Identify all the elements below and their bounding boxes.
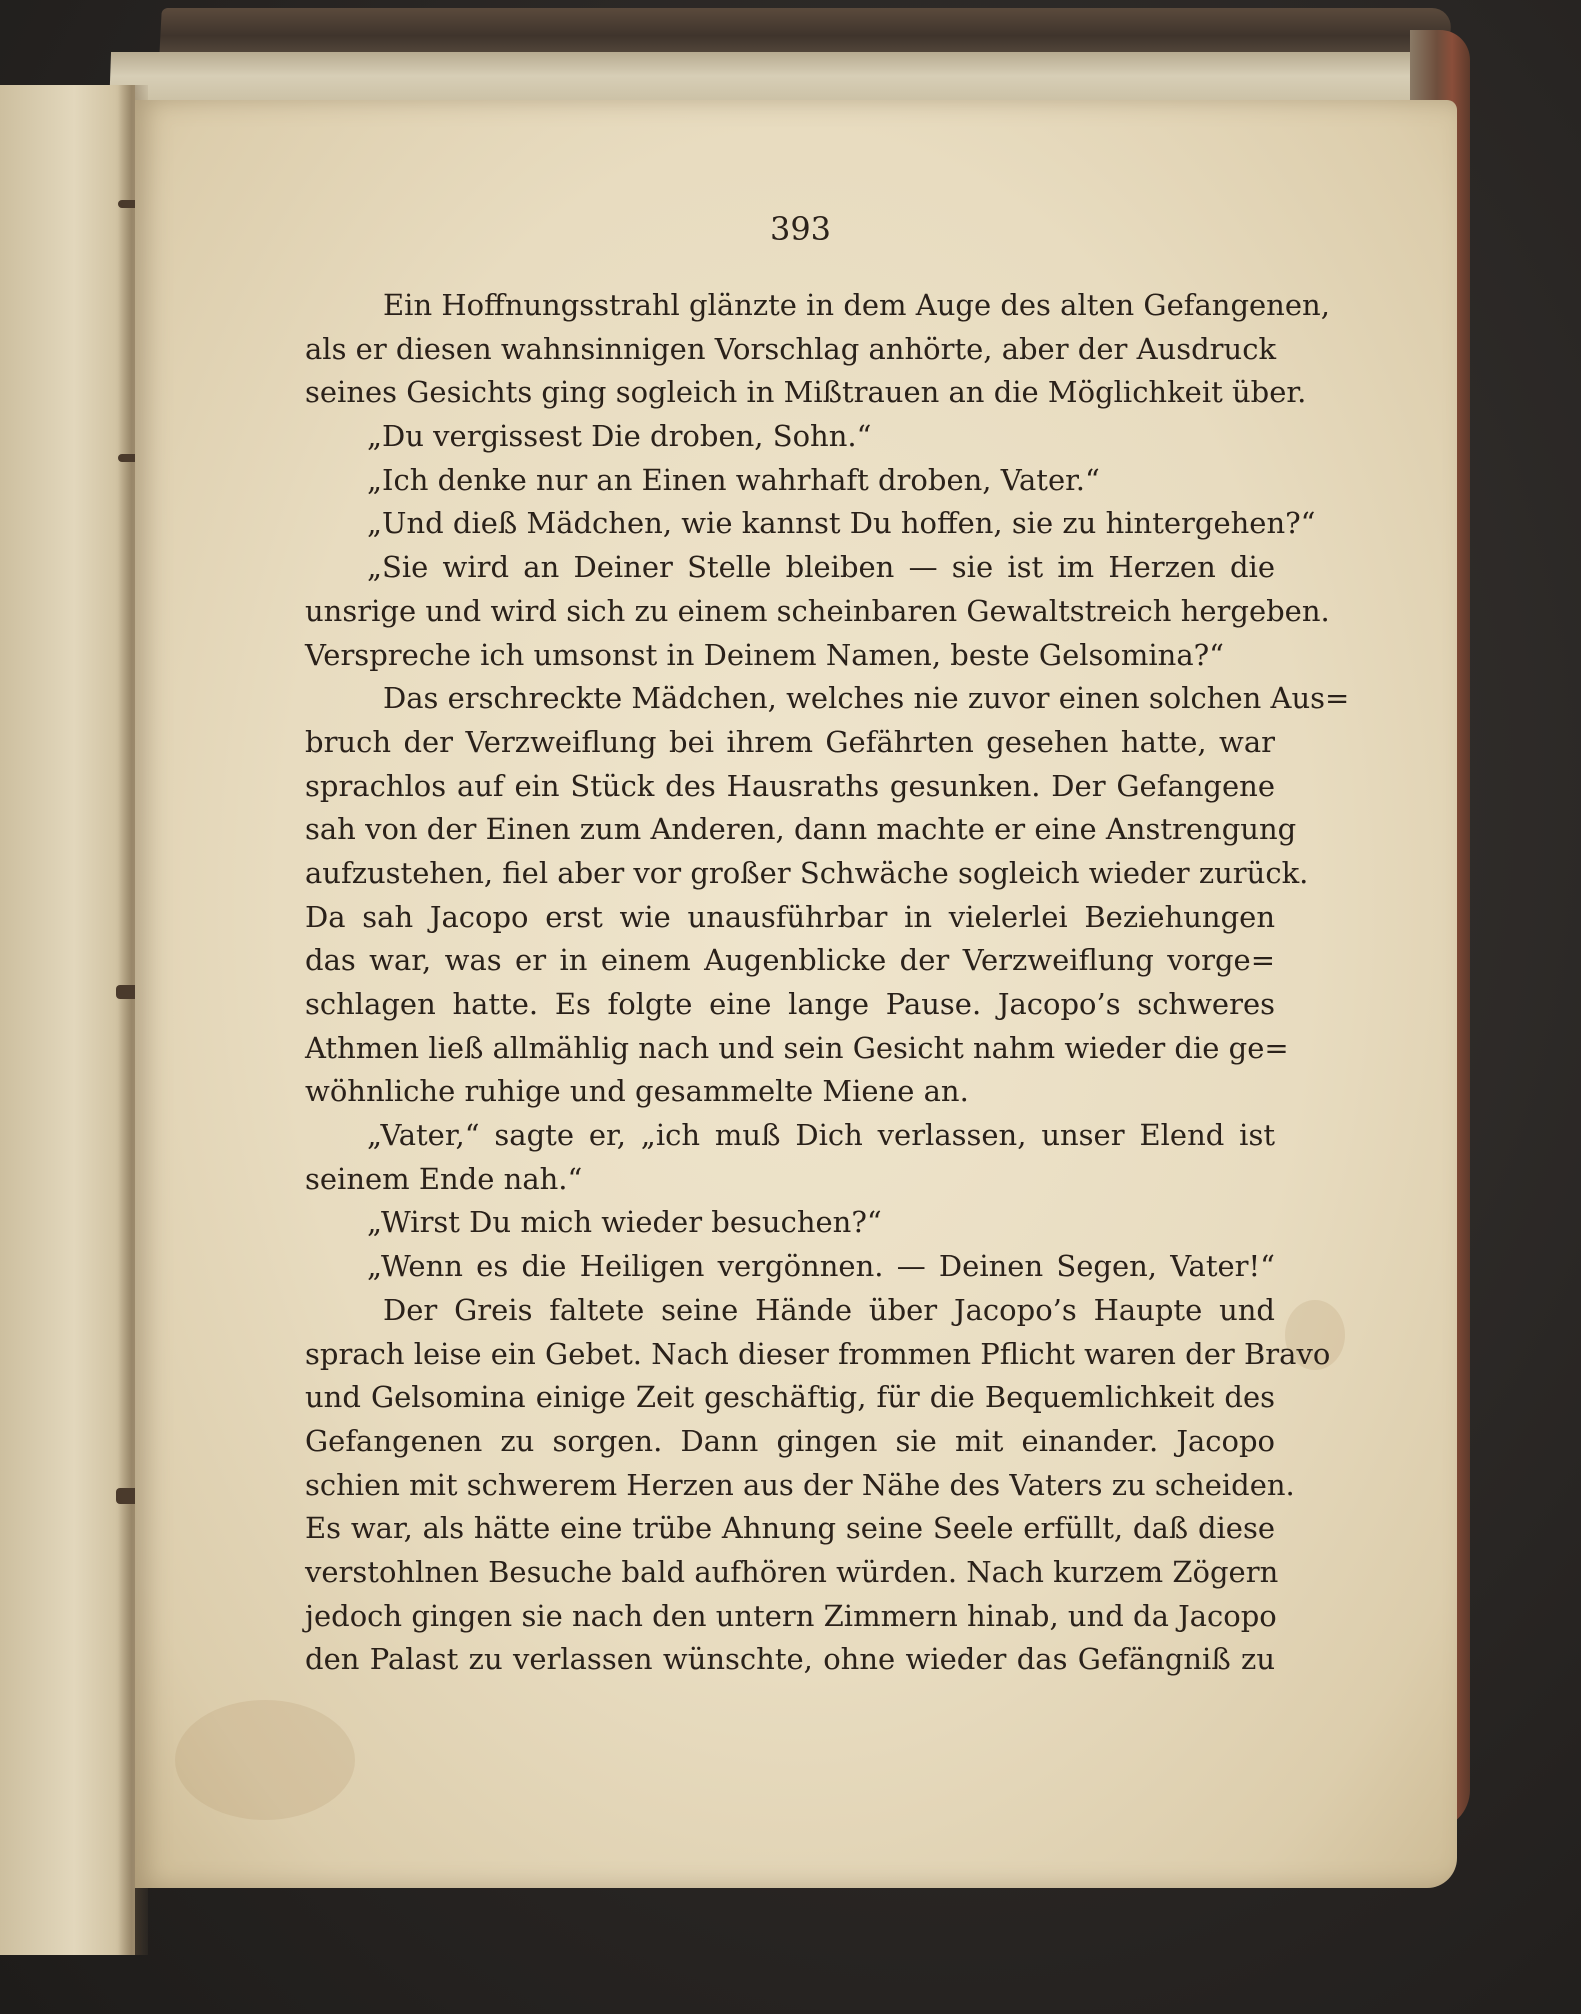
text-line: sprach leise ein Gebet. Nach dieser frommen Pflicht waren der Bravo: [305, 1336, 1331, 1371]
text-line: „Wirst Du mich wieder besuchen?“: [367, 1205, 882, 1240]
text-line: „Sie wird an Deiner Stelle bleiben — sie ist im Herzen die: [367, 550, 1275, 585]
text-line: und Gelsomina einige Zeit geschäftig, für die Bequemlichkeit des: [305, 1380, 1275, 1415]
text-line: Ein Hoffnungsstrahl glänzte in dem Auge des alten Gefangenen,: [383, 288, 1330, 322]
text-line: „Und dieß Mädchen, wie kannst Du hoffen, sie zu hintergehen?“: [367, 506, 1316, 541]
text-line: sah von der Einen zum Anderen, dann machte er eine Anstrengung: [305, 812, 1297, 847]
text-line: Athmen ließ allmählig nach und sein Gesicht nahm wieder die ge=: [305, 1030, 1289, 1065]
text-line: „Wenn es die Heiligen vergönnen. — Deinen Segen, Vater!“: [367, 1249, 1275, 1284]
text-line: unsrige und wird sich zu einem scheinbaren Gewaltstreich hergeben.: [305, 593, 1330, 628]
body-text: [305, 284, 1350, 1682]
text-line: das war, was er in einem Augenblicke der Verzweiflung vorge=: [305, 943, 1275, 978]
text-line: schien mit schwerem Herzen aus der Nähe des Vaters zu scheiden.: [305, 1467, 1295, 1502]
text-line: schlagen hatte. Es folgte eine lange Pause. Jacopo’s schweres: [305, 987, 1275, 1021]
text-line: Da sah Jacopo erst wie unausführbar in vielerlei Beziehungen: [305, 899, 1275, 934]
text-line: Gefangenen zu sorgen. Dann gingen sie mit einander. Jacopo: [305, 1423, 1275, 1458]
text-line: sprachlos auf ein Stück des Hausraths gesunken. Der Gefangene: [305, 768, 1275, 803]
text-line: seines Gesichts ging sogleich in Mißtrauen an die Möglichkeit über.: [305, 375, 1307, 410]
text-line: aufzustehen, fiel aber vor großer Schwäche sogleich wieder zurück.: [305, 855, 1309, 890]
page-stain: [175, 1700, 355, 1820]
text-line: Der Greis faltete seine Hände über Jacopo’s Haupte und: [383, 1292, 1275, 1327]
text-line: „Du vergissest Die droben, Sohn.“: [367, 419, 872, 454]
text-line: als er diesen wahnsinnigen Vorschlag anhörte, aber der Ausdruck: [305, 331, 1277, 366]
left-page: [0, 85, 135, 1955]
text-line: bruch der Verzweiflung bei ihrem Gefährten gesehen hatte, war: [305, 724, 1275, 759]
text-line: Das erschreckte Mädchen, welches nie zuvor einen solchen Aus=: [383, 681, 1350, 716]
text-line: wöhnliche ruhige und gesammelte Miene an.: [305, 1074, 969, 1109]
text-line: Es war, als hätte eine trübe Ahnung seine Seele erfüllt, daß diese: [305, 1511, 1275, 1546]
text-line: „Ich denke nur an Einen wahrhaft droben, Vater.“: [367, 462, 1100, 497]
text-line: verstohlnen Besuche bald aufhören würden. Nach kurzem Zögern: [305, 1554, 1279, 1589]
text-line: den Palast zu verlassen wünschte, ohne wieder das Gefängniß zu: [305, 1642, 1275, 1677]
text-line: Verspreche ich umsonst in Deinem Namen, beste Gelsomina?“: [305, 637, 1224, 672]
page-number: 393: [769, 210, 832, 248]
text-line: „Vater,“ sagte er, „ich muß Dich verlassen, unser Elend ist: [367, 1118, 1275, 1153]
text-line: seinem Ende nah.“: [305, 1161, 583, 1196]
text-line: jedoch gingen sie nach den untern Zimmern hinab, und da Jacopo: [305, 1598, 1277, 1633]
